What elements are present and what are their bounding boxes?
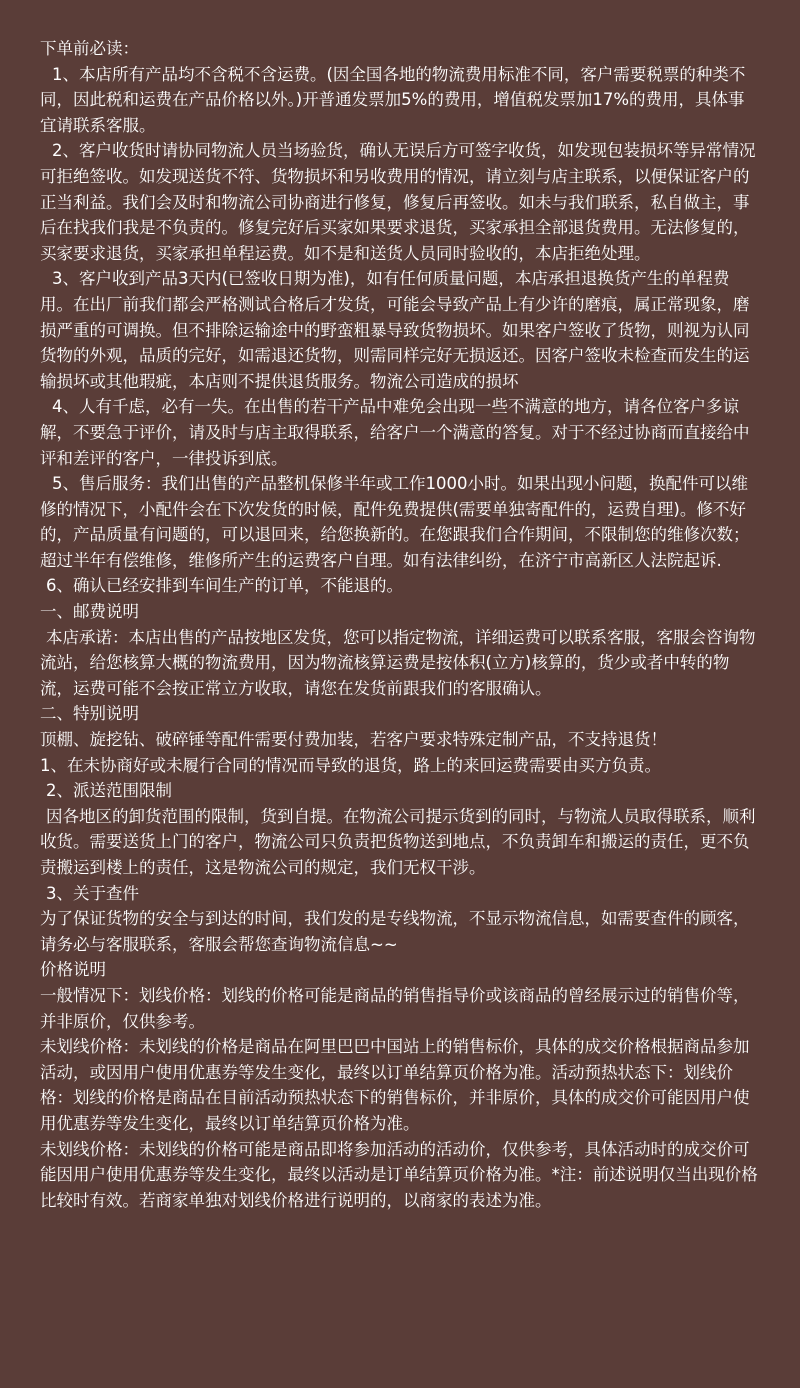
price-paragraph-3: 未划线价格：未划线的价格可能是商品即将参加活动的活动价，仅供参考，具体活动时的成交价可能因用户使用优惠券等发生变化，最终以活动是订单结算页价格为准。*注：前述说明仅当出现价格比较时有效。若商家单独对划线价格进行说明的，以商家的表述为准。 (40, 1139, 758, 1210)
special-title: 二、特别说明 (40, 704, 139, 724)
notice-item-4: 4、人有千虑，必有一失。在出售的若干产品中难免会出现一些不满意的地方，请各位客户多谅解，不要急于评价，请及时与店主取得联系，给客户一个满意的答复。对于不经过协商而直接给中评和差评的客户，一律投诉到底。 (40, 397, 750, 468)
special-sub3-body: 为了保证货物的安全与到达的时间，我们发的是专线物流，不显示物流信息，如需要查件的顾客，请务必与客服联系，客服会帮您查询物流信息~~ (40, 909, 750, 954)
notice-header: 下单前必读： (40, 39, 139, 58)
price-paragraph-2: 未划线价格：未划线的价格是商品在阿里巴巴中国站上的销售标价，具体的成交价格根据商品参加活动，或因用户使用优惠券等发生变化，最终以订单结算页价格为准。活动预热状态下：划线价格：划线的价格是商品在目前活动预热状态下的销售标价，并非原价，具体的成交价可能因用户使用优惠券等发生变化，最终以订单结算页价格为准。 (40, 1037, 750, 1133)
notice-item-2: 2、客户收货时请协同物流人员当场验货，确认无误后方可签字收货，如发现包装损坏等异常情况可拒绝签收。如发现送货不符、货物损坏和另收费用的情况，请立刻与店主联系，以便保证客户的正当利益。我们会及时和物流公司协商进行修复，修复后再签收。如未与我们联系，私自做主，事后在找我们我是不负责的。修复完好后买家如果要求退货，买家承担全部退货费用。无法修复的，买家要求退货，买家承担单程运费。如不是和送货人员同时验收的，本店拒绝处理。 (40, 141, 756, 263)
special-sub3-title: 3、关于查件 (46, 883, 139, 903)
price-title: 价格说明 (40, 960, 106, 980)
postage-body: 本店承诺：本店出售的产品按地区发货，您可以指定物流，详细运费可以联系客服，客服会咨询物流站，给您核算大概的物流费用，因为物流核算运费是按体积(立方)核算的，货少或者中转的物流，运费可能不会按正常立方收取，请您在发货前跟我们的客服确认。 (40, 627, 756, 698)
special-sub2-title: 2、派送范围限制 (46, 781, 172, 801)
postage-title: 一、邮费说明 (40, 602, 139, 622)
notice-item-3: 3、客户收到产品3天内(已签收日期为准)，如有任何质量问题，本店承担退换货产生的单程费用。在出厂前我们都会严格测试合格后才发货，可能会导致产品上有少许的磨痕，属正常现象，磨损严重的可调换。但不排除运输途中的野蛮粗暴导致货物损坏。如果客户签收了货物，则视为认同货物的外观，品质的完好，如需退还货物，则需同样完好无损返还。因客户签收未检查而发生的运输损坏或其他瑕疵，本店则不提供退货服务。物流公司造成的损坏 (40, 269, 750, 391)
special-sub2-body: 因各地区的卸货范围的限制，货到自提。在物流公司提示货到的同时，与物流人员取得联系，顺利收货。需要送货上门的客户，物流公司只负责把货物送到地点，不负责卸车和搬运的责任，更不负责搬运到楼上的责任，这是物流公司的规定，我们无权干涉。 (40, 806, 756, 877)
price-paragraph-1: 一般情况下：划线价格：划线的价格可能是商品的销售指导价或该商品的曾经展示过的销售价等，并非原价，仅供参考。 (40, 985, 750, 1031)
notice-item-5: 5、售后服务：我们出售的产品整机保修半年或工作1000小时。如果出现小问题，换配件可以维修的情况下，小配件会在下次发货的时候，配件免费提供(需要单独寄配件的，运费自理)。修不好的，产品质量有问题的，可以退回来，给您换新的。在您跟我们合作期间，不限制您的维修次数；超过半年有偿维修，维修所产生的运费客户自理。如有法律纠纷，在济宁市高新区人法院起诉. (40, 474, 750, 570)
special-line-2: 1、在未协商好或未履行合同的情况而导致的退货，路上的来回运费需要由买方负责。 (40, 755, 661, 775)
notice-item-6: 6、确认已经安排到车间生产的订单，不能退的。 (46, 576, 403, 596)
special-line-1: 顶棚、旋挖钻、破碎锤等配件需要付费加装，若客户要求特殊定制产品，不支持退货！ (40, 730, 667, 750)
notice-item-1: 1、本店所有产品均不含税不含运费。(因全国各地的物流费用标准不同，客户需要税票的种类不同，因此税和运费在产品价格以外。)开普通发票加5%的费用，增值税发票加17%的费用，具体事宜请联系客服。 (40, 64, 746, 135)
